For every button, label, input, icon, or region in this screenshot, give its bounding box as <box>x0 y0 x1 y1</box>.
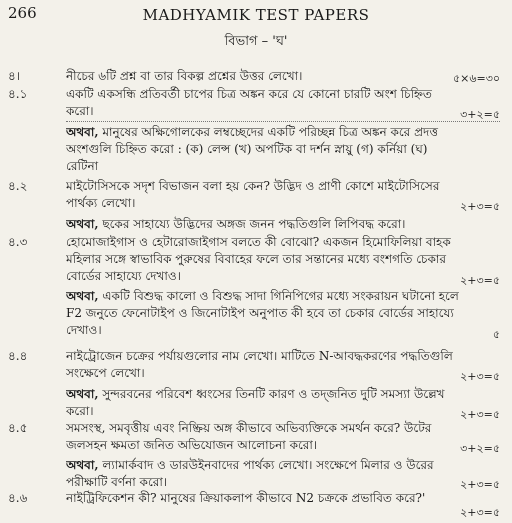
alternative-lead: অথবা, <box>66 289 99 303</box>
question-text-line: মাইটোসিসকে সদৃশ বিভাজন বলা হয় কেন? উদ্ভিদ ও প্রাণী কোশে মাইটোসিসের <box>66 179 440 193</box>
marks: ২+৩=৫ <box>460 506 500 519</box>
alternative-lead: অথবা, <box>66 125 99 139</box>
question-text-line: সমসংস্থ, সমবৃত্তীয় এবং নিষ্ক্রিয় অঙ্গ কীভাবে অভিব্যক্তিকে সমর্থন করে? উটের <box>66 421 432 435</box>
alternative-text-line: F2 জনুতে ফেনোটাইপ ও জিনোটাইপ অনুপাত কী হবে তা চেকার বোর্ডের সাহায্যে <box>66 306 454 320</box>
alternative-text-line <box>66 457 502 473</box>
question-number: ৪.৬ <box>8 491 28 505</box>
question-text-line: নাইট্রোজেন চক্রের পর্যায়গুলোর নাম লেখো। মাটিতে N-আবদ্ধকরণের পদ্ধতিগুলি <box>66 349 453 363</box>
question-number: ৪.৫ <box>8 421 28 435</box>
alternative-text: ল্যামার্কবাদ ও ডারউইনবাদের পার্থক্য লেখো। সংক্ষেপে মিলার ও উরের <box>102 458 434 472</box>
question-number: ৪। <box>8 69 21 83</box>
question-text-line: হোমোজাইগাস ও হেটারোজাইগাস বলতে কী বোঝো? একজন হিমোফিলিয়া বাহক <box>66 235 451 249</box>
marks: ৫×৬=৩০ <box>452 72 500 85</box>
alternative-text-line: করো। <box>66 404 94 418</box>
alternative-text-line <box>66 386 502 402</box>
question-text-line: সংক্ষেপে লেখো। <box>66 366 145 380</box>
alternative-text-line: অংশগুলি চিহ্নিত করো : (ক) লেন্স (খ) অপটিক বা দর্শন স্নায়ু (গ) কর্নিয়া (ঘ) <box>66 142 428 156</box>
question-text-line: করো। <box>66 104 94 118</box>
marks: ২+৩=৫ <box>460 408 500 421</box>
alternative-text: একটি বিশুদ্ধ কালো ও বিশুদ্ধ সাদা গিনিপিগের মধ্যে সংকরায়ন ঘটানো হলে <box>102 289 459 303</box>
question-text-line: জলসহন ক্ষমতা জনিত অভিযোজন আলোচনা করো। <box>66 438 318 452</box>
question-text-line: নাইট্রিফিকেশন কী? মানুষের ক্রিয়াকলাপ কীভাবে N2 চক্রকে প্রভাবিত করে?' <box>66 491 426 505</box>
question-number: ৪.২ <box>8 179 28 193</box>
alternative-text: সুন্দরবনের পরিবেশ ধ্বংসের তিনটি কারণ ও তদ্জনিত দুটি সমস্যা উল্লেখ <box>102 387 445 401</box>
question-number: ৪.১ <box>8 87 28 101</box>
marks: ২+৩=৫ <box>460 478 500 491</box>
alternative-text-line: পরীক্ষাটি বর্ণনা করো। <box>66 475 168 489</box>
alternative-text-line <box>66 288 502 304</box>
marks: ৫ <box>492 328 500 341</box>
dotted-divider <box>66 121 500 122</box>
alternative-lead: অথবা, <box>66 217 99 231</box>
page-number: 266 <box>8 4 37 22</box>
alternative-text-line <box>66 216 502 232</box>
marks: ২+৩=৫ <box>460 274 500 287</box>
question-number: ৪.৪ <box>8 349 28 363</box>
section-title: বিভাগ – 'ঘ' <box>224 34 288 49</box>
alternative-lead: অথবা, <box>66 387 99 401</box>
marks: ২+৩=৫ <box>460 200 500 213</box>
running-head: MADHYAMIK TEST PAPERS <box>142 6 370 24</box>
alternative-text-line: দেখাও। <box>66 323 102 337</box>
alternative-text: ছকের সাহায্যে উদ্ভিদের অঙ্গজ জনন পদ্ধতিগুলি লিপিবদ্ধ করো। <box>102 217 406 231</box>
alternative-text-line <box>66 124 502 140</box>
alternative-lead: অথবা, <box>66 458 99 472</box>
alternative-text-line: রেটিনা <box>66 159 99 173</box>
marks: ২+৩=৫ <box>460 370 500 383</box>
question-text-line: পার্থক্য লেখো। <box>66 196 136 210</box>
question-text: নীচের ৬টি প্রশ্ন বা তার বিকল্প প্রশ্নের উত্তর লেখো। <box>66 69 303 83</box>
question-text-line: একটি একসন্ধি প্রতিবর্তী চাপের চিত্র অঙ্কন করে যে কোনো চারটি অংশ চিহ্নিত <box>66 87 432 101</box>
question-number: ৪.৩ <box>8 235 28 249</box>
question-text-line: মহিলার সঙ্গে স্বাভাবিক পুরুষের বিবাহের ফলে তার সন্তানের মধ্যে বংশগতি চেকার <box>66 252 447 266</box>
alternative-text: মানুষের অক্ষিগোলকের লম্বচ্ছেদের একটি পরিচ্ছন্ন চিত্র অঙ্কন করে প্রদত্ত <box>102 125 438 139</box>
marks: ৩+২=৫ <box>460 442 500 455</box>
question-text-line: বোর্ডের সাহায্যে দেখাও। <box>66 269 181 283</box>
marks: ৩+২=৫ <box>460 108 500 121</box>
